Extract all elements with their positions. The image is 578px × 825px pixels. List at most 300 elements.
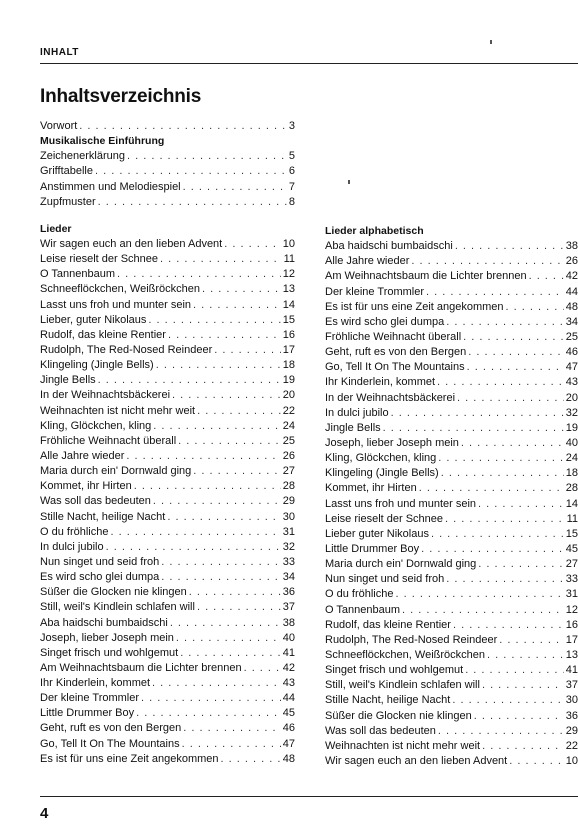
dot-leader	[224, 237, 281, 252]
dot-leader	[244, 661, 281, 676]
toc-entry	[325, 300, 578, 315]
toc-entry	[325, 618, 578, 633]
toc-entry	[40, 585, 295, 600]
dot-leader	[193, 464, 280, 479]
toc-entry	[325, 375, 578, 390]
entry-title: Was soll das bedeuten	[325, 724, 436, 737]
entry-title: Maria durch ein' Dornwald ging	[325, 558, 477, 571]
entry-page-number: 41	[282, 646, 295, 659]
entry-title: Süßer die Glocken nie klingen	[40, 586, 187, 599]
entry-page-number: 34	[565, 315, 578, 328]
entry-page-number: 27	[565, 558, 578, 571]
entry-page-number: 45	[565, 542, 578, 555]
entry-title: Geht, ruft es von den Bergen	[325, 346, 467, 359]
dot-leader	[438, 451, 563, 466]
toc-entry	[40, 313, 295, 328]
entry-page-number: 18	[282, 359, 295, 372]
entry-page-number: 38	[565, 240, 578, 253]
toc-entry	[325, 239, 578, 254]
dot-leader	[441, 466, 564, 481]
dot-leader	[126, 449, 280, 464]
dot-leader	[197, 404, 281, 419]
toc-entry	[40, 752, 295, 767]
entry-title: Weihnachten ist nicht mehr weit	[40, 404, 196, 417]
entry-title: Leise rieselt der Schnee	[325, 512, 444, 525]
entry-page-number: 32	[282, 540, 295, 553]
section-heading-lieder: Lieder	[40, 222, 72, 235]
dot-leader	[183, 180, 287, 195]
entry-page-number: 45	[282, 707, 295, 720]
toc-entry	[40, 267, 295, 282]
entry-title: Kommet, ihr Hirten	[325, 482, 417, 495]
dot-leader	[445, 512, 565, 527]
toc-entry	[40, 479, 295, 494]
toc-entry	[325, 391, 578, 406]
toc-entry	[40, 404, 295, 419]
dot-leader	[170, 616, 281, 631]
entry-page-number: 28	[282, 480, 295, 493]
entry-page-number: 33	[565, 573, 578, 586]
dot-leader	[461, 436, 564, 451]
entry-title: Lasst uns froh und munter sein	[325, 497, 477, 510]
entry-title: Es wird scho glei dumpa	[40, 571, 160, 584]
dot-leader	[172, 388, 281, 403]
entry-page-number: 28	[565, 482, 578, 495]
dot-leader	[426, 285, 564, 300]
header-rule	[40, 63, 578, 64]
entry-page-number: 16	[282, 328, 295, 341]
toc-entry	[40, 737, 295, 752]
entry-title: Go, Tell It On The Mountains	[325, 361, 465, 374]
toc-entry	[40, 494, 295, 509]
entry-title: Klingeling (Jingle Bells)	[40, 359, 154, 372]
entry-page-number: 48	[282, 752, 295, 765]
dot-leader	[499, 633, 564, 648]
toc-entry	[325, 406, 578, 421]
dot-leader	[148, 313, 280, 328]
entry-page-number: 5	[288, 150, 295, 163]
dot-leader	[482, 678, 564, 693]
toc-entry	[325, 497, 578, 512]
entry-page-number: 11	[566, 512, 578, 525]
toc-entry	[40, 298, 295, 313]
dot-leader	[95, 164, 287, 179]
entry-title: Rudolph, The Red-Nosed Reindeer	[40, 343, 213, 356]
entry-page-number: 16	[565, 618, 578, 631]
dot-leader	[391, 406, 564, 421]
toc-entry	[40, 237, 295, 252]
toc-entry	[40, 661, 295, 676]
toc-entry	[325, 663, 578, 678]
toc-entry	[40, 180, 295, 195]
toc-entry	[325, 330, 578, 345]
toc-entry	[40, 676, 295, 691]
dot-leader	[117, 267, 281, 282]
dot-leader	[421, 542, 564, 557]
dot-leader	[153, 419, 280, 434]
entry-title: Nun singet und seid froh	[325, 573, 445, 586]
toc-entry	[325, 436, 578, 451]
entry-title: Am Weihnachtsbaum die Lichter brennen	[40, 661, 242, 674]
entry-title: Kommet, ihr Hirten	[40, 480, 132, 493]
toc-entry	[40, 195, 295, 210]
dot-leader	[193, 298, 281, 313]
entry-title: O Tannenbaum	[325, 603, 401, 616]
entry-title: Maria durch ein' Dornwald ging	[40, 465, 192, 478]
toc-entry	[40, 328, 295, 343]
entry-page-number: 25	[565, 330, 578, 343]
entry-page-number: 43	[565, 376, 578, 389]
entry-title: Vorwort	[40, 120, 78, 132]
dot-leader	[478, 557, 563, 572]
dot-leader	[106, 540, 281, 555]
entry-title: Süßer die Glocken nie klingen	[325, 709, 472, 722]
entry-title: Lieber, guter Nikolaus	[40, 313, 147, 326]
entry-page-number: 8	[288, 195, 295, 208]
dot-leader	[134, 479, 281, 494]
entry-page-number: 42	[565, 270, 578, 283]
entry-title: Joseph, lieber Joseph mein	[325, 436, 459, 449]
entry-page-number: 12	[565, 603, 578, 616]
toc-entry	[40, 252, 295, 267]
toc-entry	[40, 570, 295, 585]
entry-title: Geht, ruft es von den Bergen	[40, 722, 182, 735]
entry-title: Nun singet und seid froh	[40, 555, 160, 568]
entry-title: Am Weihnachtsbaum die Lichter brennen	[325, 270, 527, 283]
entry-title: Go, Tell It On The Mountains	[40, 737, 180, 750]
entry-page-number: 48	[565, 300, 578, 313]
dot-leader	[506, 300, 564, 315]
toc-right-column	[325, 224, 578, 769]
dot-leader	[153, 494, 281, 509]
dot-leader	[457, 391, 564, 406]
toc-entry	[325, 285, 578, 300]
entry-title: Joseph, lieber Joseph mein	[40, 631, 174, 644]
dot-leader	[446, 572, 564, 587]
header-label: INHALT	[40, 47, 79, 58]
dot-leader	[98, 373, 281, 388]
entry-page-number: 31	[282, 525, 295, 538]
toc-entry	[40, 388, 295, 403]
toc-entry	[325, 603, 578, 618]
entry-title: Alle Jahre wieder	[40, 449, 125, 462]
toc-entry	[40, 555, 295, 570]
toc-entry	[40, 646, 295, 661]
dot-leader	[202, 282, 281, 297]
entry-title: Lasst uns froh und munter sein	[40, 298, 192, 311]
toc-entry	[40, 464, 295, 479]
dot-leader	[136, 706, 281, 721]
entry-title: In der Weihnachtsbäckerei	[325, 391, 456, 404]
alphabetisch-list	[325, 239, 578, 769]
entry-page-number: 36	[565, 709, 578, 722]
dot-leader	[127, 149, 287, 164]
entry-page-number: 41	[565, 664, 578, 677]
entry-page-number: 20	[282, 389, 295, 402]
entry-title: Der kleine Trommler	[325, 285, 425, 298]
dot-leader	[221, 752, 281, 767]
entry-page-number: 10	[282, 237, 295, 250]
dot-leader	[183, 721, 280, 736]
dot-leader	[411, 254, 563, 269]
entry-title: In dulci jubilo	[40, 540, 104, 553]
entry-page-number: 17	[282, 343, 295, 356]
entry-title: Stille Nacht, heilige Nacht	[40, 510, 166, 523]
toc-entry	[325, 739, 578, 754]
entry-title: Alle Jahre wieder	[325, 255, 410, 268]
dot-leader	[419, 481, 564, 496]
dot-leader	[402, 603, 564, 618]
entry-title: O du fröhliche	[325, 588, 394, 601]
entry-page-number: 18	[565, 467, 578, 480]
toc-entry	[325, 754, 578, 769]
entry-title: Jingle Bells	[40, 374, 96, 387]
entry-title: Jingle Bells	[325, 421, 381, 434]
entry-title: Leise rieselt der Schnee	[40, 253, 159, 266]
dot-leader	[474, 709, 564, 724]
entry-page-number: 14	[565, 497, 578, 510]
entry-page-number: 22	[565, 739, 578, 752]
entry-title: Lieber guter Nikolaus	[325, 527, 429, 540]
toc-entry	[325, 587, 578, 602]
toc-entry	[40, 149, 295, 164]
dot-leader	[487, 648, 564, 663]
entry-page-number: 34	[282, 571, 295, 584]
entry-page-number: 46	[282, 722, 295, 735]
entry-title: Es ist für uns eine Zeit angekommen	[40, 752, 219, 765]
toc-entry	[325, 269, 578, 284]
entry-page-number: 43	[282, 677, 295, 690]
dot-leader	[529, 269, 564, 284]
entry-title: Aba haidschi bumbaidschi	[40, 616, 168, 629]
entry-title: O Tannenbaum	[40, 268, 116, 281]
entry-page-number: 42	[282, 661, 295, 674]
dot-leader	[168, 328, 281, 343]
speck-mark	[348, 180, 350, 184]
toc-entry	[40, 631, 295, 646]
toc-entry	[40, 282, 295, 297]
entry-title: Little Drummer Boy	[325, 542, 420, 555]
toc-entry	[40, 449, 295, 464]
toc-entry	[40, 164, 295, 179]
lieder-list	[40, 237, 295, 767]
toc-entry	[40, 373, 295, 388]
toc-entry	[325, 254, 578, 269]
dot-leader	[214, 343, 281, 358]
entry-page-number: 22	[282, 404, 295, 417]
dot-leader	[160, 252, 282, 267]
entry-page-number: 40	[282, 631, 295, 644]
page-number: 4	[40, 805, 49, 822]
entry-title: Fröhliche Weihnacht überall	[40, 434, 177, 447]
entry-page-number: 30	[565, 694, 578, 707]
toc-entry	[325, 527, 578, 542]
entry-title: Aba haidschi bumbaidschi	[325, 240, 453, 253]
entry-page-number: 29	[565, 724, 578, 737]
entry-title: Es wird scho glei dumpa	[325, 315, 445, 328]
footer-rule	[40, 796, 578, 797]
section-heading-lieder-alphabetisch: Lieder alphabetisch	[325, 225, 424, 237]
entry-page-number: 12	[282, 268, 295, 281]
dot-leader	[478, 497, 564, 512]
dot-leader	[79, 119, 287, 134]
entry-page-number: 11	[283, 253, 295, 266]
dot-leader	[455, 239, 564, 254]
entry-title: Zupfmuster	[40, 195, 96, 208]
toc-entry	[40, 510, 295, 525]
entry-page-number: 14	[282, 298, 295, 311]
entry-page-number: 37	[565, 679, 578, 692]
entry-page-number: 25	[282, 434, 295, 447]
dot-leader	[161, 555, 281, 570]
dot-leader	[176, 631, 281, 646]
toc-entry	[325, 481, 578, 496]
toc-entry	[325, 466, 578, 481]
entry-title: Singet frisch und wohlgemut	[40, 646, 179, 659]
intro-section-list	[40, 149, 295, 210]
entry-page-number: 44	[565, 285, 578, 298]
dot-leader	[156, 358, 281, 373]
entry-title: Wir sagen euch an den lieben Advent	[40, 237, 223, 250]
dot-leader	[110, 525, 280, 540]
entry-title: Klingeling (Jingle Bells)	[325, 467, 439, 480]
entry-page-number: 37	[282, 601, 295, 614]
dot-leader	[152, 676, 281, 691]
entry-page-number: 31	[565, 588, 578, 601]
entry-title: Stille Nacht, heilige Nacht	[325, 694, 451, 707]
entry-title: Rudolf, das kleine Rentier	[325, 618, 451, 631]
toc-entry	[325, 693, 578, 708]
dot-leader	[437, 375, 564, 390]
entry-page-number: 3	[288, 120, 295, 132]
entry-title: Was soll das bedeuten	[40, 495, 151, 508]
entry-title: Zeichenerklärung	[40, 150, 125, 163]
dot-leader	[178, 434, 281, 449]
entry-page-number: 13	[282, 283, 295, 296]
toc-entry	[325, 633, 578, 648]
toc-entry	[325, 421, 578, 436]
entry-page-number: 47	[565, 361, 578, 374]
entry-title: Wir sagen euch an den lieben Advent	[325, 754, 508, 767]
entry-title: Schneeflöckchen, Weißröckchen	[325, 648, 485, 661]
entry-page-number: 20	[565, 391, 578, 404]
toc-entry	[40, 540, 295, 555]
page-title: Inhaltsverzeichnis	[40, 86, 202, 107]
entry-page-number: 13	[565, 648, 578, 661]
entry-page-number: 36	[282, 586, 295, 599]
entry-title: Ihr Kinderlein, kommet	[40, 677, 151, 690]
entry-page-number: 33	[282, 555, 295, 568]
toc-entry	[325, 724, 578, 739]
toc-entry	[325, 360, 578, 375]
entry-page-number: 24	[282, 419, 295, 432]
toc-entry	[325, 709, 578, 724]
entry-title: Fröhliche Weihnacht überall	[325, 330, 462, 343]
entry-title: Still, weil's Kindlein schlafen will	[325, 679, 480, 692]
toc-entry	[40, 600, 295, 615]
dot-leader	[465, 663, 564, 678]
toc-entry	[40, 343, 295, 358]
toc-entry	[325, 315, 578, 330]
toc-entry	[325, 648, 578, 663]
toc-entry	[325, 451, 578, 466]
speck-mark	[490, 40, 492, 44]
toc-entry	[325, 345, 578, 360]
entry-page-number: 24	[565, 452, 578, 465]
entry-title: Little Drummer Boy	[40, 707, 135, 720]
intro-list	[40, 119, 295, 134]
toc-entry	[325, 542, 578, 557]
entry-title: Anstimmen und Melodiespiel	[40, 180, 181, 193]
dot-leader	[431, 527, 564, 542]
dot-leader	[463, 330, 564, 345]
dot-leader	[509, 754, 564, 769]
toc-entry	[325, 557, 578, 572]
toc-entry	[40, 721, 295, 736]
entry-title: Es ist für uns eine Zeit angekommen	[325, 300, 504, 313]
entry-page-number: 19	[282, 374, 295, 387]
entry-title: Grifftabelle	[40, 165, 93, 178]
entry-title: In dulci jubilo	[325, 406, 389, 419]
entry-title: Ihr Kinderlein, kommet	[325, 376, 436, 389]
entry-title: Singet frisch und wohlgemut	[325, 664, 464, 677]
dot-leader	[468, 345, 563, 360]
toc-entry	[40, 358, 295, 373]
entry-page-number: 10	[565, 754, 578, 767]
toc-entry	[325, 572, 578, 587]
entry-title: Rudolf, das kleine Rentier	[40, 328, 166, 341]
entry-page-number: 26	[282, 449, 295, 462]
dot-leader	[98, 195, 287, 210]
section-heading-musikalische-einfuehrung: Musikalische Einführung	[40, 135, 165, 148]
entry-page-number: 17	[565, 633, 578, 646]
entry-page-number: 27	[282, 465, 295, 478]
dot-leader	[167, 510, 280, 525]
toc-entry	[325, 512, 578, 527]
toc-entry	[40, 706, 295, 721]
entry-page-number: 7	[288, 180, 295, 193]
dot-leader	[161, 570, 281, 585]
dot-leader	[482, 739, 564, 754]
entry-title: Kling, Glöckchen, kling	[325, 452, 437, 465]
entry-title: O du fröhliche	[40, 525, 109, 538]
entry-page-number: 19	[565, 421, 578, 434]
dot-leader	[452, 693, 563, 708]
entry-page-number: 6	[288, 165, 295, 178]
dot-leader	[180, 646, 281, 661]
dot-leader	[182, 737, 281, 752]
dot-leader	[189, 585, 281, 600]
entry-title: Rudolph, The Red-Nosed Reindeer	[325, 633, 498, 646]
dot-leader	[467, 360, 564, 375]
entry-title: Der kleine Trommler	[40, 692, 140, 705]
toc-entry	[40, 691, 295, 706]
entry-title: Weihnachten ist nicht mehr weit	[325, 739, 481, 752]
dot-leader	[446, 315, 564, 330]
dot-leader	[197, 600, 281, 615]
entry-page-number: 26	[565, 255, 578, 268]
entry-page-number: 32	[565, 406, 578, 419]
dot-leader	[141, 691, 281, 706]
entry-page-number: 38	[282, 616, 295, 629]
toc-entry	[40, 434, 295, 449]
entry-title: Schneeflöckchen, Weißröckchen	[40, 283, 200, 296]
entry-page-number: 47	[282, 737, 295, 750]
entry-title: Kling, Glöckchen, kling	[40, 419, 152, 432]
toc-entry	[325, 678, 578, 693]
dot-leader	[453, 618, 564, 633]
toc-entry	[40, 419, 295, 434]
